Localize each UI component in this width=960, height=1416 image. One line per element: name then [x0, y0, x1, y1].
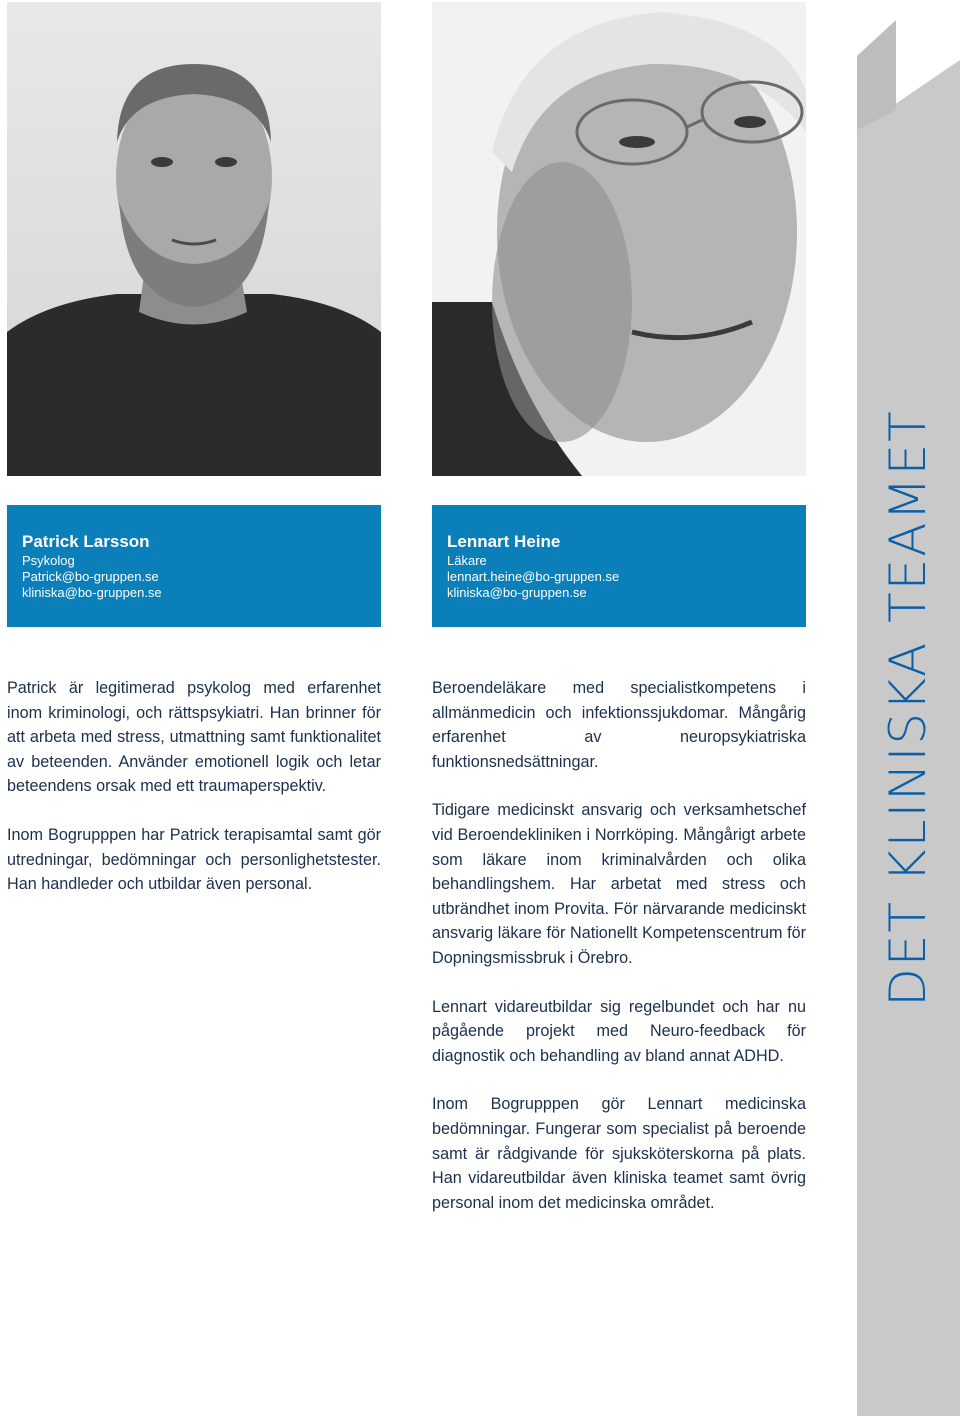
lennart-portrait-photo	[432, 2, 806, 476]
patrick-email-link[interactable]: Patrick@bo-gruppen.se	[22, 569, 159, 584]
patrick-clinic-email-link[interactable]: kliniska@bo-gruppen.se	[22, 585, 162, 600]
patrick-biography	[7, 676, 381, 921]
section-title: DET KLINISKA TEAMET	[879, 409, 937, 1007]
lennart-bio-paragraph: Tidigare medicinskt ansvarig och verksamhetschef vid Beroendekliniken i Norrköping. Mångårigt arbete som läkare inom kriminalvården och olika behandlingshem. Har arbetat med stress och utbrändhet inom Provita. För närvarande medicinskt ansvarig läkare för Nationellt Kompetenscentrum för Dopningsmissbruk i Örebro.	[432, 801, 806, 967]
patrick-role: Psykolog	[22, 553, 75, 568]
lennart-bio-paragraph: Beroendeläkare med specialistkompetens i allmänmedicin och infektionssjukdomar. Mångårig erfarenhet av neuropsykiatriska funktionsnedsättningar.	[432, 679, 806, 771]
patrick-portrait-photo	[7, 2, 381, 476]
lennart-role: Läkare	[447, 553, 487, 568]
lennart-name: Lennart Heine	[447, 532, 561, 551]
lennart-email-link[interactable]: lennart.heine@bo-gruppen.se	[447, 569, 620, 584]
patrick-name: Patrick Larsson	[22, 532, 150, 551]
corner-chevron-decoration	[836, 0, 960, 130]
patrick-bio-paragraph: Patrick är legitimerad psykolog med erfarenhet inom kriminologi, och rättspsykiatri. Han brinner för att arbeta med stress, utmattning samt funktionalitet av beteenden. Använder emotionell logik och letar beteendens orsak med ett traumaperspektiv.	[7, 679, 381, 796]
patrick-bio-paragraph: Inom Bogrupppen har Patrick terapisamtal samt gör utredningar, bedömningar och personlighetstester. Han handleder och utbildar även personal.	[7, 825, 381, 894]
patrick-contact-card	[7, 505, 381, 627]
lennart-contact-card	[432, 505, 806, 627]
lennart-biography	[432, 676, 806, 1239]
lennart-bio-paragraph: Lennart vidareutbildar sig regelbundet och har nu pågående projekt med Neuro-feedback för diagnostik och behandling av bland annat ADHD.	[432, 997, 806, 1065]
lennart-clinic-email-link[interactable]: kliniska@bo-gruppen.se	[447, 585, 587, 600]
lennart-bio-paragraph: Inom Bogrupppen gör Lennart medicinska bedömningar. Fungerar som specialist på beroende samt är rådgivande för sjuksköterskorna på plats. Han vidareutbildar även kliniska teamet samt övrig personal inom det medicinska området.	[432, 1095, 806, 1212]
